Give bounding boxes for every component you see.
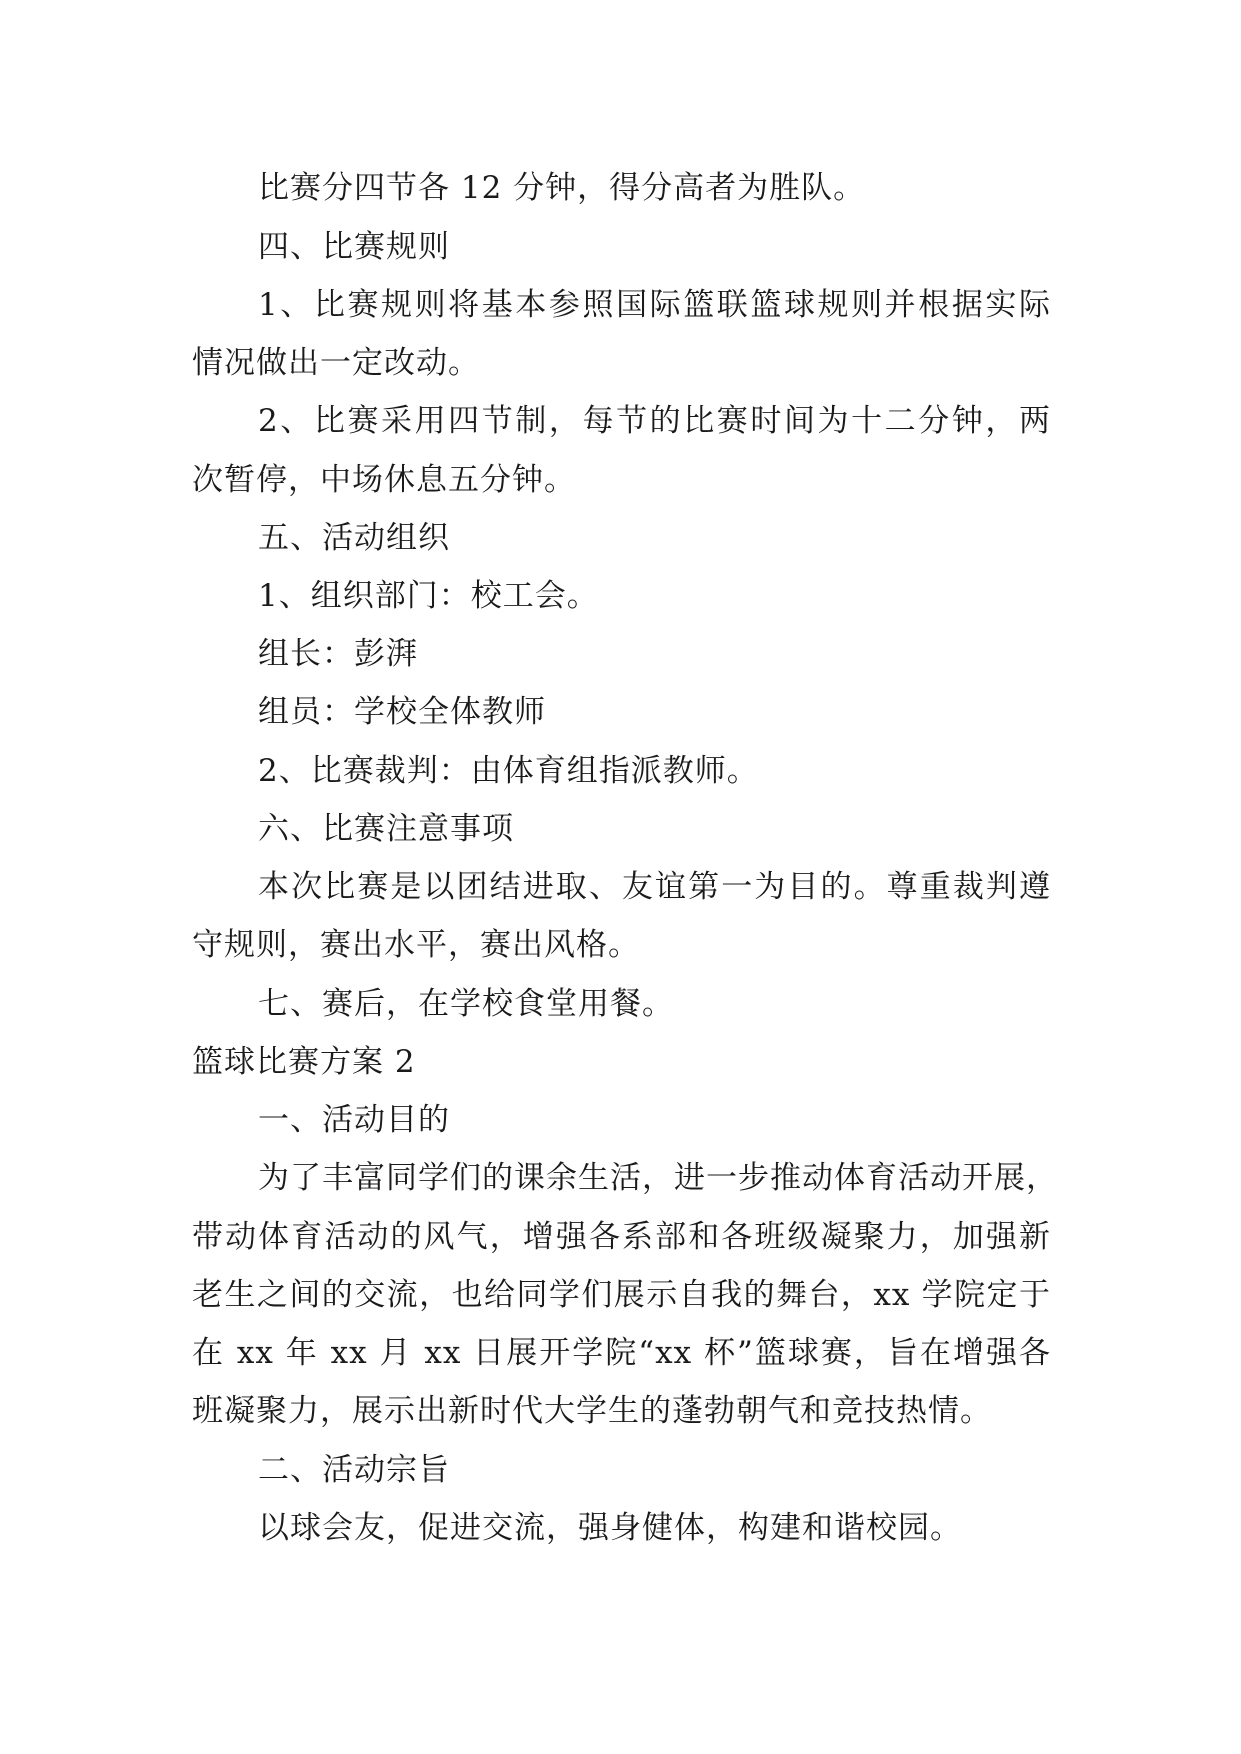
- paragraph-line: 七、赛后，在学校食堂用餐。: [258, 986, 674, 1022]
- section-heading: 六、比赛注意事项: [258, 811, 514, 847]
- paragraph-line: 老生之间的交流，也给同学们展示自我的舞台，xx 学院定于: [192, 1277, 1051, 1313]
- paragraph-line: 2、比赛采用四节制，每节的比赛时间为十二分钟，两: [258, 403, 1051, 439]
- paragraph-line: 本次比赛是以团结进取、友谊第一为目的。尊重裁判遵: [258, 869, 1051, 905]
- section-heading: 四、比赛规则: [258, 229, 450, 265]
- paragraph-line: 班凝聚力，展示出新时代大学生的蓬勃朝气和竞技热情。: [192, 1393, 992, 1429]
- paragraph-line: 在 xx 年 xx 月 xx 日展开学院“xx 杯”篮球赛，旨在增强各: [192, 1335, 1051, 1371]
- paragraph-line: 组员：学校全体教师: [258, 694, 546, 730]
- paragraph-line: 组长：彭湃: [258, 636, 418, 672]
- section-heading: 二、活动宗旨: [258, 1452, 450, 1488]
- paragraph-line: 守规则，赛出水平，赛出风格。: [192, 927, 640, 963]
- paragraph-line: 次暂停，中场休息五分钟。: [192, 462, 576, 498]
- paragraph-line: 以球会友，促进交流，强身健体，构建和谐校园。: [258, 1510, 962, 1546]
- paragraph-line: 情况做出一定改动。: [192, 345, 480, 381]
- section-heading: 一、活动目的: [258, 1102, 450, 1138]
- paragraph-line: 为了丰富同学们的课余生活，进一步推动体育活动开展，: [258, 1160, 1058, 1196]
- paragraph-line: 1、组织部门：校工会。: [258, 578, 599, 614]
- section-heading: 五、活动组织: [258, 520, 450, 556]
- paragraph-line: 带动体育活动的风气，增强各系部和各班级凝聚力，加强新: [192, 1219, 1051, 1255]
- paragraph-line: 1、比赛规则将基本参照国际篮联篮球规则并根据实际: [258, 287, 1051, 323]
- paragraph-line: 比赛分四节各 12 分钟，得分高者为胜队。: [258, 170, 866, 206]
- document-subtitle: 篮球比赛方案 2: [192, 1044, 416, 1080]
- paragraph-line: 2、比赛裁判：由体育组指派教师。: [258, 753, 759, 789]
